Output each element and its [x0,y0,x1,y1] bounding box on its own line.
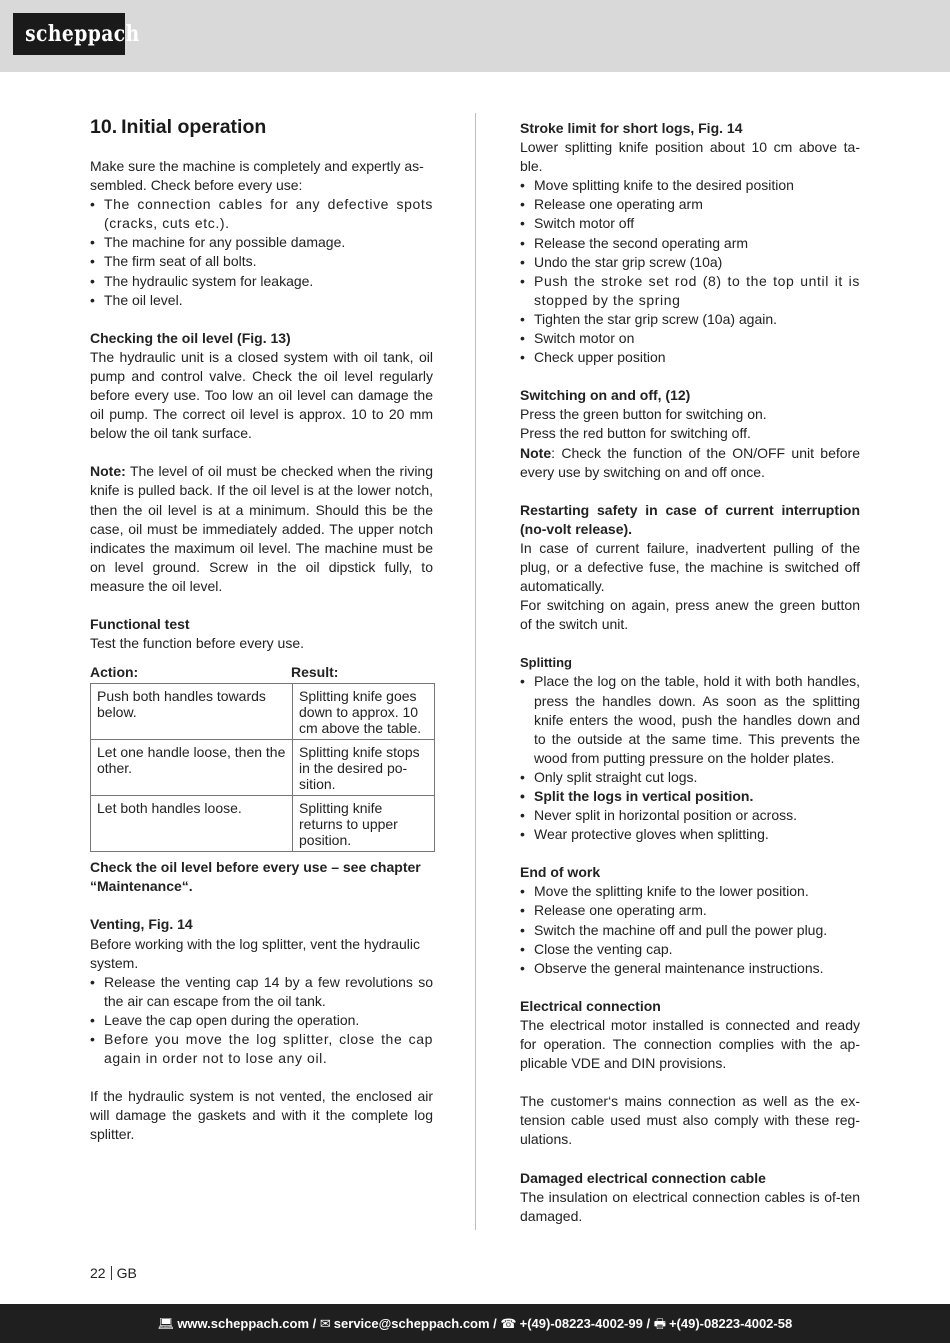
footer-website-link[interactable]: www.scheppach.com [177,1316,310,1331]
column-divider [475,113,476,1230]
electrical-title: Electrical connection [520,997,661,1014]
functional-test-section [90,615,433,852]
right-column [520,119,860,1226]
footer-separator: / [489,1316,501,1331]
action-cell: Push both handles towards below. [91,684,293,740]
list-item: • Release one operating arm [520,195,860,214]
switching-note-text: : Check the function of the ON/OFF unit before every use by switching on and off once. [520,444,860,480]
page-number [90,1265,137,1281]
venting-warning-section [90,1087,433,1144]
note-label: Note: [90,463,126,480]
restart-section [520,501,860,635]
list-item: • Before you move the log splitter, close the cap again in order not to lose any oil. [90,1030,433,1068]
venting-list [90,973,433,1068]
end-of-work-title: End of work [520,864,601,881]
splitting-list [520,672,860,844]
list-item: • Check upper position [520,348,860,367]
footer-email-link[interactable]: service@scheppach.com [333,1316,490,1331]
footer-phone: +(49)-08223-4002-99 [519,1316,643,1331]
list-item: • Close the venting cap. [520,940,860,959]
footer-separator: / [642,1316,654,1331]
damaged-cable-title: Damaged electrical connection cable [520,1169,766,1186]
section-heading: 10. Initial operation [90,116,267,138]
check-oil-warning: Check the oil level before every use – see chapter “Maintenance“. [90,859,421,895]
list-item: • The oil level. [90,291,433,310]
list-item: • Switch the machine off and pull the power plug. [520,921,860,940]
electrical-text-2: The customer‘s mains connection as well as the ex-tension cable used must also comply with these reg-ulations. [520,1093,860,1148]
stroke-list [520,176,860,367]
functional-test-table [90,683,435,852]
splitting-title: Splitting [520,655,572,671]
list-item: • Push the stroke set rod (8) to the top until it is stopped by the spring [520,272,860,310]
intro-line-1: Make sure the machine is completely and expertly as- [90,158,424,174]
action-cell: Let one handle loose, then the other. [91,740,293,796]
note-text: The level of oil must be checked when the riving knife is pulled back. If the oil level is at the lower notch, then the oil level is at a minimum. Should this be the case, oil must be immediately added. The upper notch indicates the maximum oil level. The machine must be on level ground. Screw in the oil dipstick fully, to measure the oil level. [90,463,433,594]
restart-title: Restarting safety in case of current interruption (no-volt release). [520,501,860,537]
fax-icon: 🖶︎ [653,1316,666,1331]
list-item: • Switch motor off [520,214,860,233]
oil-level-title: Checking the oil level (Fig. 13) [90,329,291,346]
switching-note-label: Note [520,444,552,461]
telephone-icon: ☎︎ [500,1316,517,1331]
oil-level-section [90,329,433,444]
list-item: • The connection cables for any defective spots (cracks, cuts etc.). [90,195,433,233]
table-header [90,663,433,682]
list-item: • Release one operating arm. [520,901,860,920]
page-language: GB [116,1265,137,1281]
list-item: • The firm seat of all bolts. [90,252,433,271]
functional-test-title: Functional test [90,615,190,632]
venting-section [90,915,433,1068]
list-item: • The machine for any possible damage. [90,233,433,252]
stroke-section [520,119,860,367]
list-item: • Tighten the star grip screw (10a) again. [520,310,860,329]
venting-text: Before working with the log splitter, vent the hydraulic system. [90,935,420,971]
splitting-section [520,653,860,844]
damaged-cable-text: The insulation on electrical connection cables is of-ten damaged. [520,1188,860,1224]
list-item: • Place the log on the table, hold it with both handles, press the handles down. As soon as the splitting knife enters the wood, push the handles down and to the outside at the same time. This prevents the wood from putting pressure on the holder plates. [520,672,860,767]
page-number-value: 22 [90,1265,106,1281]
restart-text-2: For switching on again, press anew the green button of the switch unit. [520,597,860,633]
list-item: • Undo the star grip screw (10a) [520,253,860,272]
stroke-text: Lower splitting knife position about 10 cm above ta-ble. [520,139,860,175]
list-item: • The hydraulic system for leakage. [90,272,433,291]
list-item: • Split the logs in vertical position. [520,787,860,806]
list-item: • Switch motor on [520,329,860,348]
venting-warning: If the hydraulic system is not vented, the enclosed air will damage the gaskets and with it the complete log splitter. [90,1088,433,1143]
oil-level-text: The hydraulic unit is a closed system with oil tank, oil pump and control valve. Check the oil level regularly before every use. Too low an oil level can damage the oil pump. The correct oil level is approx. 10 to 20 mm below the oil tank surface. [90,348,433,442]
list-item: • Move the splitting knife to the lower position. [520,882,860,901]
result-cell: Splitting knife returns to upper position. [293,796,435,852]
electrical-section [520,997,860,1073]
footer-fax: +(49)-08223-4002-58 [668,1316,793,1331]
restart-text-1: In case of current failure, inadvertent pulling of the plug, or a defective fuse, the machine is switched off automatically. [520,539,860,595]
header-bar [0,0,950,72]
footer-bar [0,1304,950,1343]
switching-off-text: Press the red button for switching off. [520,425,751,442]
note-section [90,462,433,596]
checks-list [90,195,433,310]
list-item: • Move splitting knife to the desired position [520,176,860,195]
check-oil-section [90,858,433,896]
footer-separator: / [309,1316,320,1331]
table-row [91,684,435,740]
list-item: • Only split straight cut logs. [520,768,860,787]
table-row [91,740,435,796]
note-paragraph [90,462,433,596]
end-of-work-list [520,882,860,977]
switching-section [520,386,860,481]
result-cell: Splitting knife stops in the desired po-sition. [293,740,435,796]
result-header: Result: [291,664,339,681]
list-item: • Never split in horizontal position or across. [520,806,860,825]
switching-on-text: Press the green button for switching on. [520,406,767,423]
end-of-work-section [520,863,860,978]
electrical-text-1: The electrical motor installed is connected and ready for operation. The connection complies with the ap-plicable VDE and DIN provisions. [520,1016,860,1072]
page-number-separator [111,1266,112,1280]
list-item: • Release the venting cap 14 by a few revolutions so the air can escape from the oil tank. [90,973,433,1011]
list-item: • Wear protective gloves when splitting. [520,825,860,844]
intro-section [90,157,433,310]
switching-title: Switching on and off, (12) [520,387,691,404]
list-item: • Observe the general maintenance instructions. [520,959,860,978]
functional-test-text: Test the function before every use. [90,635,305,652]
action-cell: Let both handles loose. [91,796,293,852]
envelope-icon: ✉︎ [319,1316,331,1331]
left-column [90,115,433,1144]
list-item: • Leave the cap open during the operation. [90,1011,433,1030]
list-item: • Release the second operating arm [520,234,860,253]
laptop-icon: 💻︎ [157,1316,175,1331]
action-header: Action: [90,664,139,681]
result-cell: Splitting knife goes down to approx. 10 cm above the table. [293,684,435,740]
scheppach-logo: scheppach [13,13,125,55]
venting-title: Venting, Fig. 14 [90,916,193,933]
intro-line-2: sembled. Check before every use: [90,177,303,194]
table-row [91,796,435,852]
mains-section [520,1092,860,1149]
damaged-cable-section [520,1169,860,1226]
stroke-title: Stroke limit for short logs, Fig. 14 [520,120,743,136]
switching-note [520,444,860,482]
